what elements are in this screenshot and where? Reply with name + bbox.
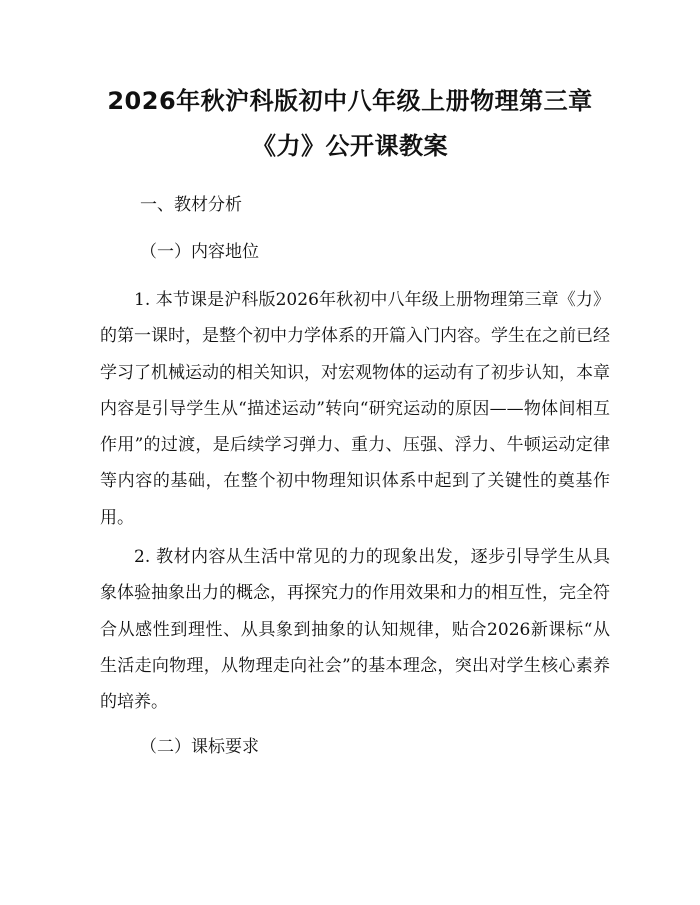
paragraph-1: 1. 本节课是沪科版2026年秋初中八年级上册物理第三章《力》的第一课时，是整个初中力学体系的开篇入门内容。学生在之前已经学习了机械运动的相关知识，对宏观物体的运动有了初步认知，本章内容是引导学生从“描述运动”转向“研究运动的原因——物体间相互作用”的过渡，是后续学习弹力、重力、压强、浮力、牛顿运动定律等内容的基础，在整个初中物理知识体系中起到了关键性的奠基作用。 — [100, 290, 610, 528]
subsection-heading-content-position: （一）内容地位 — [140, 242, 259, 262]
subsection-heading-curriculum-requirements: （二）课标要求 — [140, 737, 259, 757]
section-heading-textbook-analysis: 一、教材分析 — [140, 195, 242, 215]
document-title-line-1: 2026年秋沪科版初中八年级上册物理第三章 — [107, 87, 593, 115]
paragraph-2: 2. 教材内容从生活中常见的力的现象出发，逐步引导学生从具象体验抽象出力的概念，再探究力的作用效果和力的相互性，完全符合从感性到理性、从具象到抽象的认知规律，贴合2026新课标“从生活走向物理，从物理走向社会”的基本理念，突出对学生核心素养的培养。 — [100, 547, 610, 713]
document-title-line-2: 《力》公开课教案 — [252, 132, 448, 160]
